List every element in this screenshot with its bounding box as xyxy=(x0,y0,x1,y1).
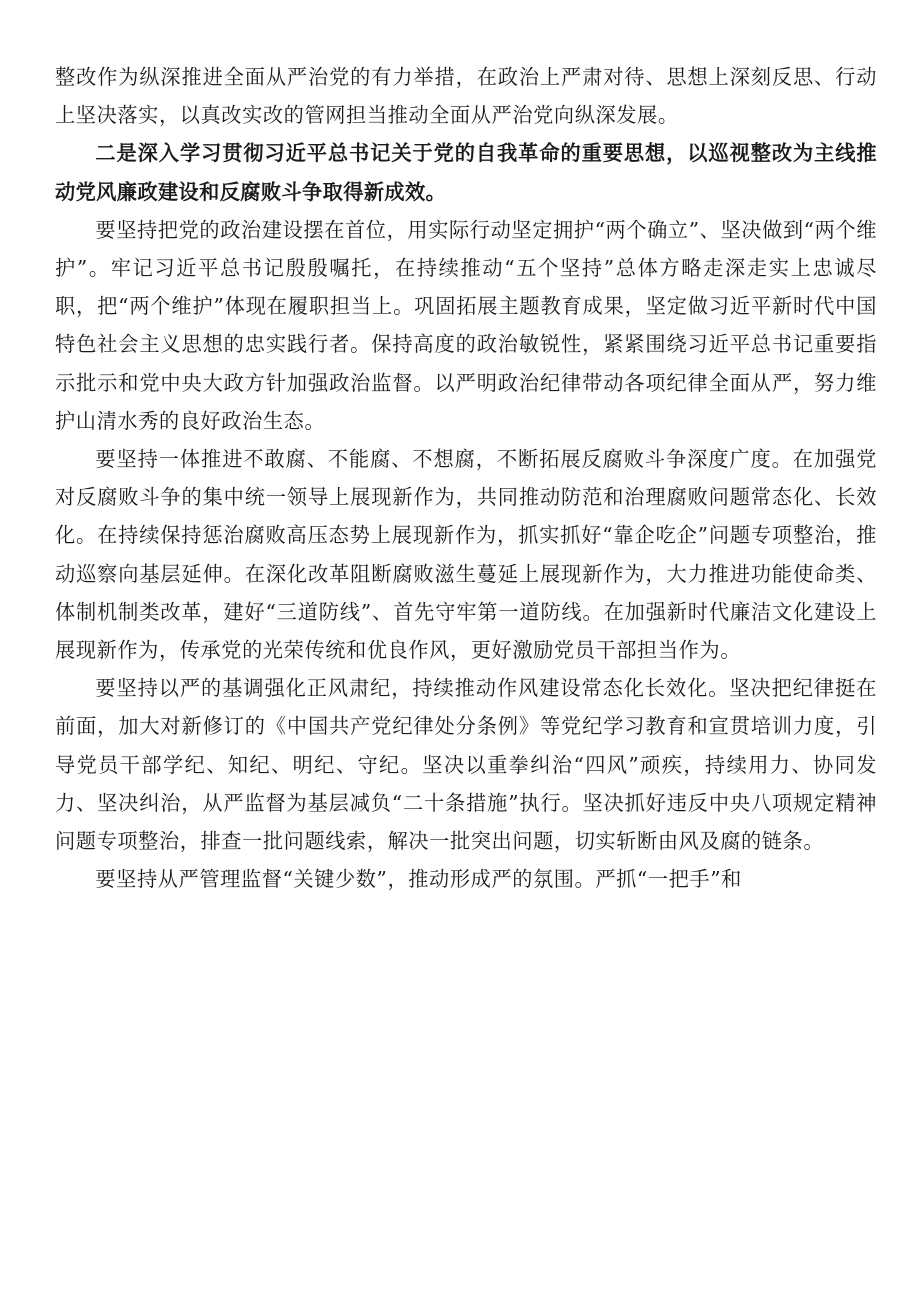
paragraph-key-minority: 要坚持从严管理监督“关键少数”，推动形成严的氛围。严抓“一把手”和 xyxy=(95,867,742,892)
paragraph-discipline: 要坚持以严的基调强化正风肃纪，持续推动作风建设常态化长效化。坚决把纪律挺在前面，加大对新修订的《中国共产党纪律处分条例》等党纪学习教育和宣贯培训力度，引导党员干部学纪、知纪、明纪、守纪。坚决以重拳纠治“四风”顽疾，持续用力、协同发力、坚决纠治，从严监督为基层减负“二十条措施”执行。坚决抓好违反中央八项规定精神问题专项整治，排查一批问题线索，解决一批突出问题，切实斩断由风及腐的链条。 xyxy=(55,676,877,854)
document-page xyxy=(55,58,877,898)
paragraph-continuation: 整改作为纵深推进全面从严治党的有力举措，在政治上严肃对待、思想上深刻反思、行动上坚决落实，以真改实改的管网担当推动全面从严治党向纵深发展。 xyxy=(55,65,877,128)
paragraph-anti-corruption: 要坚持一体推进不敢腐、不能腐、不想腐，不断拓展反腐败斗争深度广度。在加强党对反腐败斗争的集中统一领导上展现新作为，共同推动防范和治理腐败问题常态化、长效化。在持续保持惩治腐败高压态势上展现新作为，抓实抓好“靠企吃企”问题专项整治，推动巡察向基层延伸。在深化改革阻断腐败滋生蔓延上展现新作为，大力推进功能使命类、体制机制类改革，建好“三道防线”、首先守牢第一道防线。在加强新时代廉洁文化建设上展现新作为，传承党的光荣传统和优良作风，更好激励党员干部担当作为。 xyxy=(55,447,877,663)
section-heading: 二是深入学习贯彻习近平总书记关于党的自我革命的重要思想，以巡视整改为主线推动党风廉政建设和反腐败斗争取得新成效。 xyxy=(55,141,877,204)
paragraph-political-construction: 要坚持把党的政治建设摆在首位，用实际行动坚定拥护“两个确立”、坚决做到“两个维护”。牢记习近平总书记殷殷嘱托，在持续推动“五个坚持”总体方略走深走实上忠诚尽职，把“两个维护”体现在履职担当上。巩固拓展主题教育成果，坚定做习近平新时代中国特色社会主义思想的忠实践行者。保持高度的政治敏锐性，紧紧围绕习近平总书记重要指示批示和党中央大政方针加强政治监督。以严明政治纪律带动各项纪律全面从严，努力维护山清水秀的良好政治生态。 xyxy=(55,217,877,433)
